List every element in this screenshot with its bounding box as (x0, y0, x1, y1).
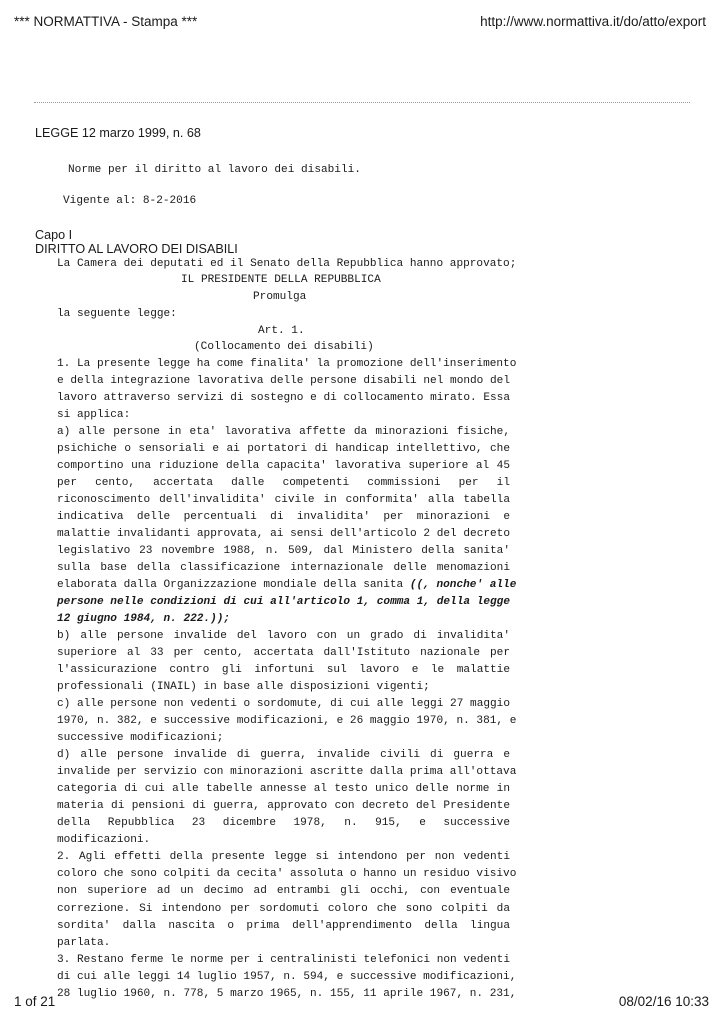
text-line: indicativa delle percentuali di invalidita' per minorazioni e (57, 511, 510, 524)
president-heading: IL PRESIDENTE DELLA REPUBBLICA (181, 274, 381, 286)
text-line: per cento, accertata dalle competenti commissioni per il (57, 477, 510, 490)
text-line: lavoro attraverso servizi di sostegno e di collocamento mirato. Essa (57, 392, 510, 405)
text-line: materia di pensioni di guerra, approvato con decreto del Presidente (57, 800, 510, 813)
preamble: La Camera dei deputati ed il Senato della Repubblica hanno approvato; (57, 258, 517, 270)
law-title: LEGGE 12 marzo 1999, n. 68 (35, 126, 201, 140)
text-line: 2. Agli effetti della presente legge si intendono per non vedenti (57, 851, 510, 864)
text-line: sulla base della classificazione internazionale delle menomazioni (57, 562, 510, 575)
text-line: 3. Restano ferme le norme per i centralinisti telefonici non vedenti (57, 953, 510, 966)
law-subtitle: Norme per il diritto al lavoro dei disabili. (68, 164, 361, 176)
article-body (57, 356, 517, 1003)
text-line: elaborata dalla Organizzazione mondiale della sanita (57, 579, 410, 592)
text-line: 1. La presente legge ha come finalita' la promozione dell'inserimento (57, 358, 517, 370)
text-line: malattie invalidanti approvata, ai sensi dell'articolo 2 del decreto (57, 528, 510, 541)
text-line: della Repubblica 23 dicembre 1978, n. 915, e successive (57, 817, 510, 830)
text-line: b) alle persone invalide del lavoro con un grado di invalidita' (57, 630, 510, 643)
browser-url[interactable]: http://www.normattiva.it/do/atto/export (480, 14, 706, 29)
browser-page-title: *** NORMATTIVA - Stampa *** (14, 14, 198, 29)
text-line: successive modificazioni; (57, 732, 224, 745)
text-line: a) alle persone in eta' lavorativa affette da minorazioni fisiche, (57, 426, 510, 439)
text-line: invalide per servizio con minorazioni ascritte dalla prima all'ottava (57, 766, 517, 779)
seguente-legge: la seguente legge: (57, 308, 177, 320)
capo-title: DIRITTO AL LAVORO DEI DISABILI (35, 242, 238, 256)
text-line: riconoscimento dell'invalidita' civile in conformita' alla tabella (57, 494, 510, 507)
vigente-date: Vigente al: 8-2-2016 (63, 195, 197, 207)
text-line: d) alle persone invalide di guerra, invalide civili di guerra e (57, 749, 510, 762)
text-line: sordita' dalla nascita o prima dell'apprendimento della lingua (57, 919, 510, 932)
amendment-line: persone nelle condizioni di cui all'articolo 1, comma 1, della legge (57, 596, 510, 609)
text-line: comportino una riduzione della capacita' lavorativa superiore al 45 (57, 460, 510, 473)
text-line: superiore al 33 per cento, accertata dall'Istituto nazionale per (57, 647, 510, 660)
text-line: legislativo 23 novembre 1988, n. 509, dal Ministero della sanita' (57, 545, 510, 558)
text-line: parlata. (57, 936, 111, 949)
article-number: Art. 1. (258, 325, 305, 337)
amendment-text: ((, nonche' alle (409, 579, 517, 592)
text-line: 28 luglio 1960, n. 778, 5 marzo 1965, n. 155, 11 aprile 1967, n. 231, (57, 987, 517, 1000)
text-line: correzione. Si intendono per sordomuti coloro che sono colpiti da (57, 902, 510, 915)
text-line: coloro che sono colpiti da cecita' assoluta o hanno un residuo visivo (57, 868, 517, 881)
promulga: Promulga (253, 291, 307, 303)
capo-number: Capo I (35, 228, 73, 242)
text-line: psichiche o sensoriali e ai portatori di handicap intellettivo, che (57, 443, 510, 456)
text-line: c) alle persone non vedenti o sordomute, di cui alle leggi 27 maggio (57, 698, 510, 711)
text-line: l'assicurazione contro gli infortuni sul lavoro e le malattie (57, 664, 510, 677)
text-line: si applica: (57, 409, 131, 422)
text-line: di cui alle leggi 14 luglio 1957, n. 594, e successive modificazioni, (57, 970, 517, 983)
text-line: professionali (INAIL) in base alle disposizioni vigenti; (57, 681, 430, 694)
text-line: e della integrazione lavorativa delle persone disabili nel mondo del (57, 375, 510, 388)
text-line: modificazioni. (57, 834, 151, 847)
amendment-line: 12 giugno 1984, n. 222.)); (57, 613, 231, 626)
article-title: (Collocamento dei disabili) (194, 341, 374, 353)
dotted-separator (34, 102, 690, 103)
text-line: categoria di cui alle tabelle annesse al testo unico delle norme in (57, 783, 510, 796)
text-line-with-amendment (57, 577, 517, 594)
page-counter: 1 of 21 (14, 994, 56, 1009)
text-line: 1970, n. 382, e successive modificazioni, e 26 maggio 1970, n. 381, e (57, 715, 517, 728)
text-line: non superiore ad un decimo ad entrambi gli occhi, con eventuale (57, 885, 510, 898)
print-datetime: 08/02/16 10:33 (618, 994, 709, 1009)
